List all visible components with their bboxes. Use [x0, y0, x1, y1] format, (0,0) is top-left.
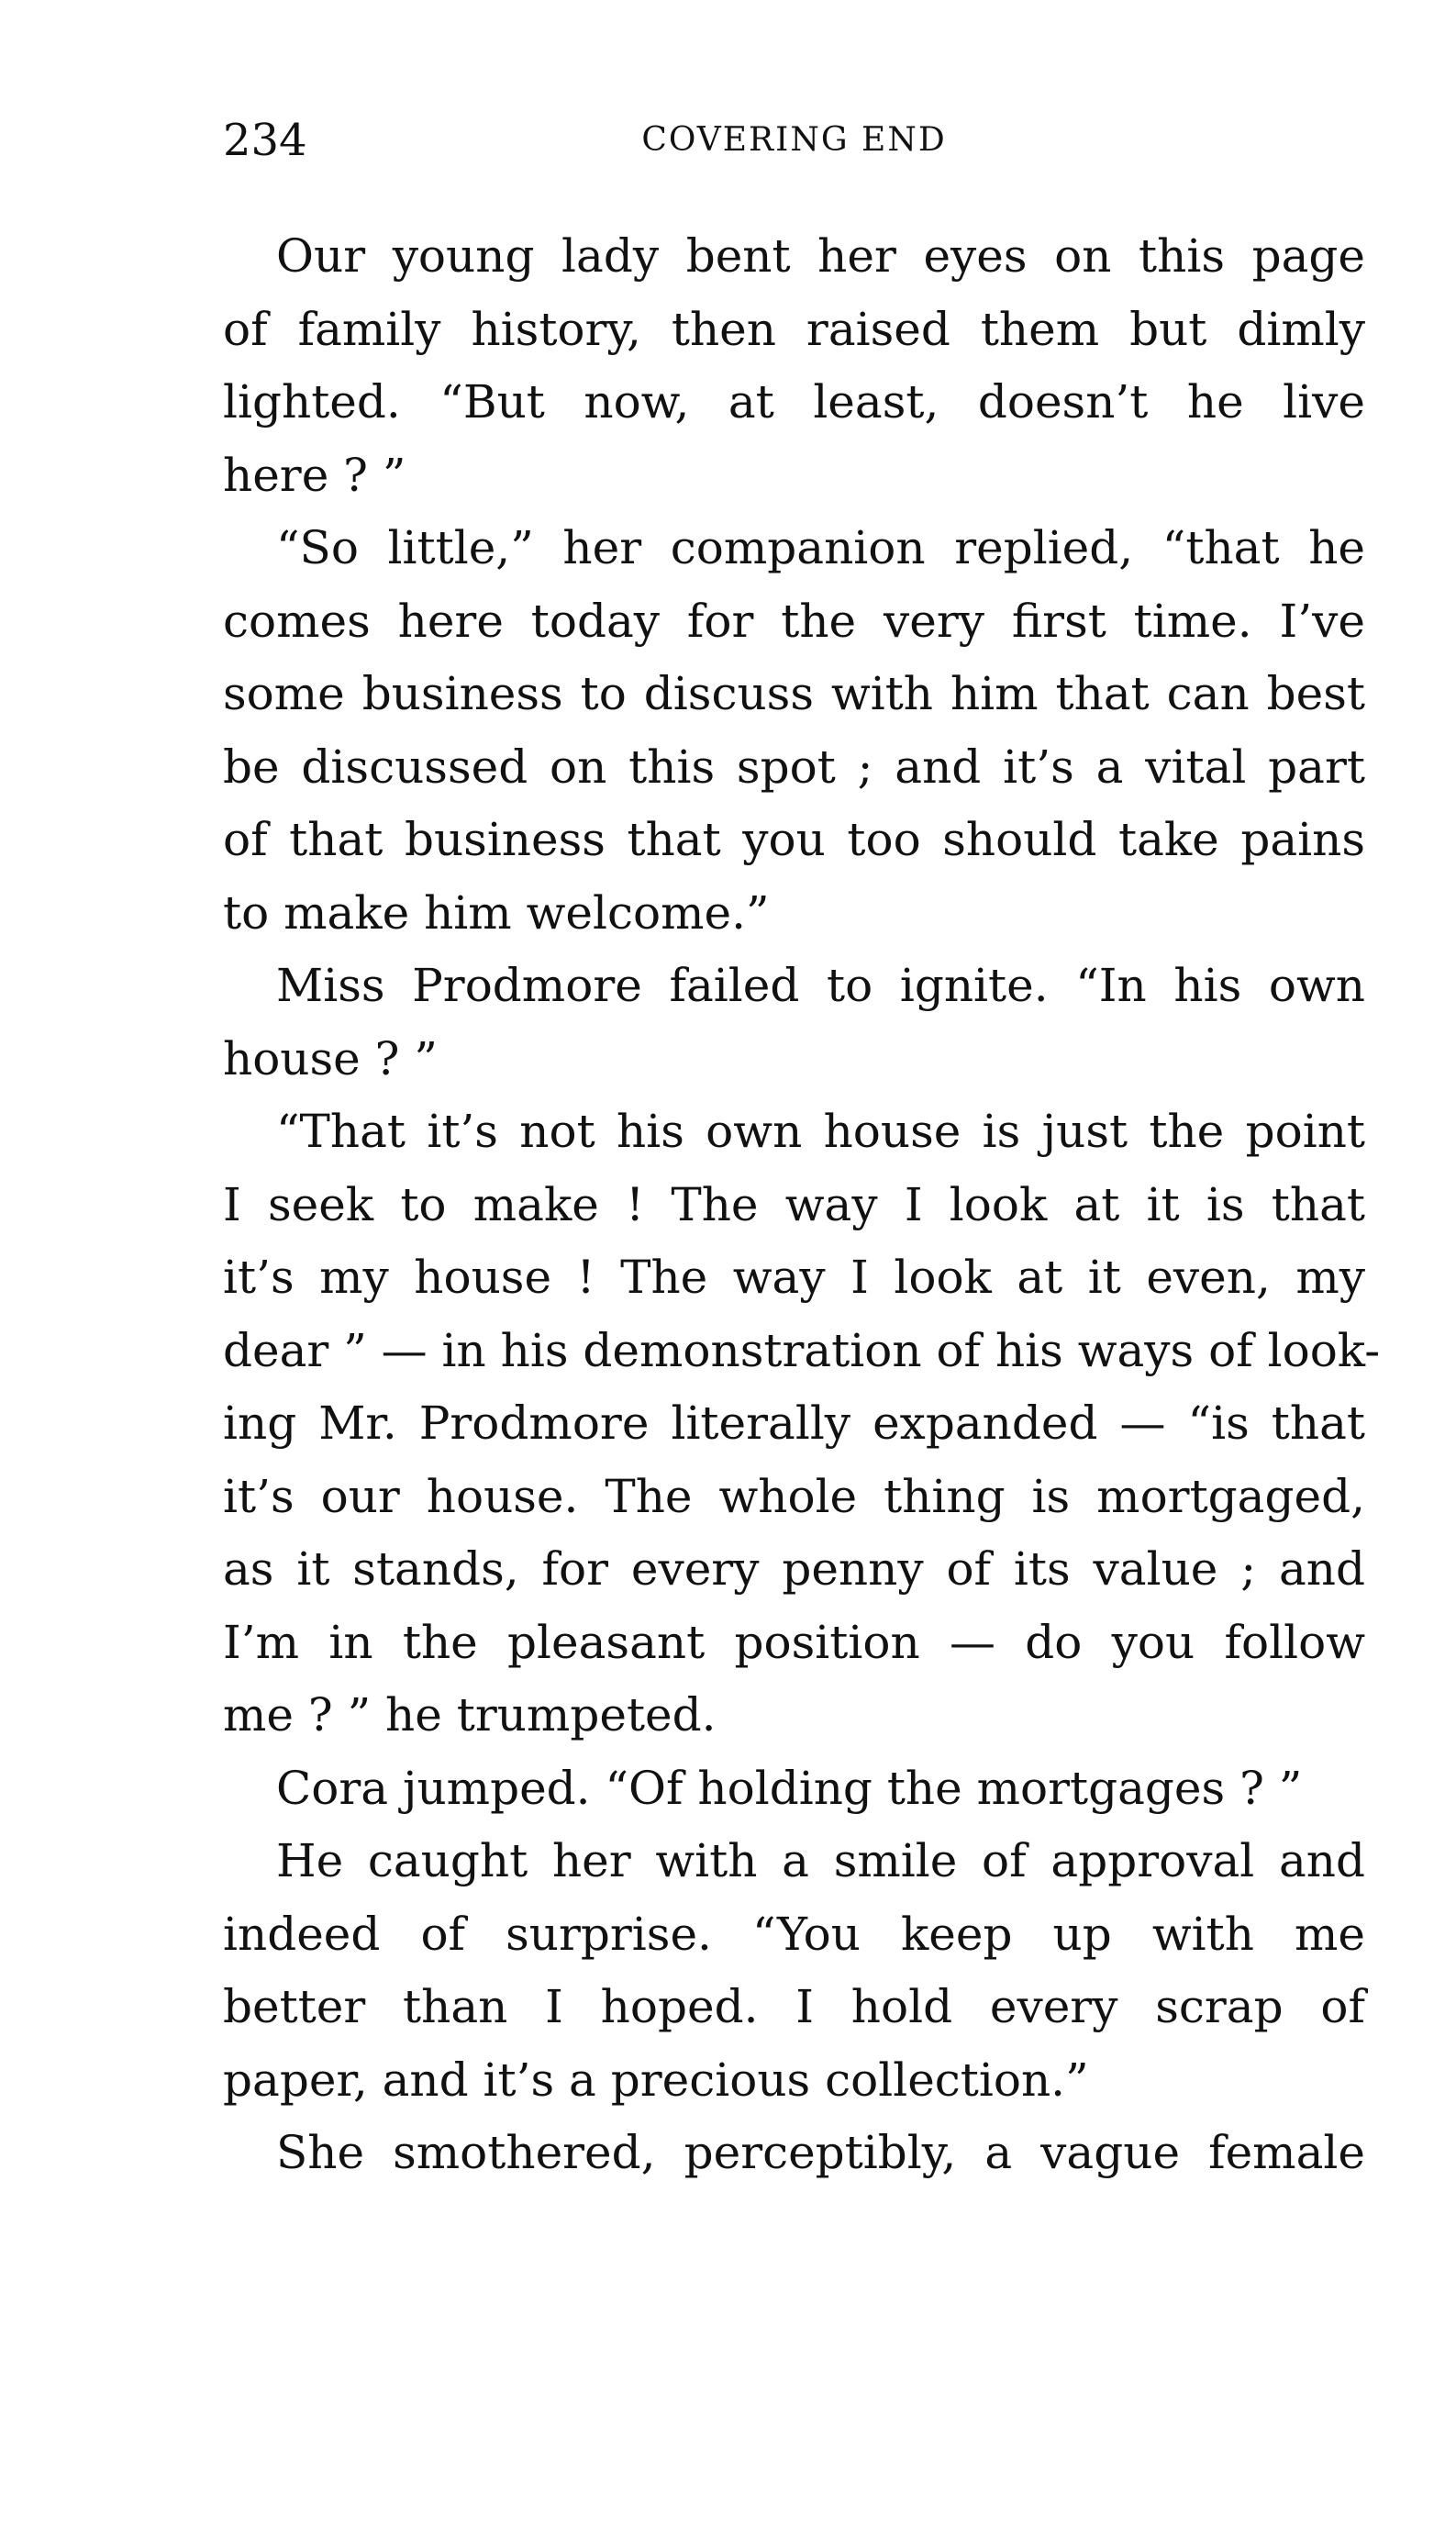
text-line: She smothered, perceptibly, a vague female [276, 2126, 1365, 2179]
text-line: dear ” — in his demonstration of his ways of look- [223, 1323, 1381, 1377]
text-line: Miss Prodmore failed to ignite. “In his own [276, 959, 1365, 1012]
text-line: here ? ” [223, 448, 406, 502]
page-number: 234 [223, 115, 307, 166]
text-line: as it stands, for every penny of its value ; and [223, 1542, 1365, 1596]
text-line: indeed of surprise. “You keep up with me [223, 1907, 1365, 1961]
text-line: to make him welcome.” [223, 885, 770, 940]
text-line: “So little,” her companion replied, “that he [276, 521, 1365, 574]
text-line: paper, and it’s a precious collection.” [223, 2053, 1089, 2107]
text-line: it’s our house. The whole thing is mortgaged, [223, 1469, 1365, 1523]
text-line: it’s my house ! The way I look at it even, my [223, 1251, 1365, 1304]
page-header [223, 108, 1365, 172]
text-line: some business to discuss with him that can best [223, 667, 1365, 720]
running-title: COVERING END [641, 121, 947, 159]
text-line: ing Mr. Prodmore literally expanded — “is that [223, 1397, 1365, 1450]
text-line: lighted. “But now, at least, doesn’t he live [223, 375, 1365, 428]
text-line: be discussed on this spot ; and it’s a vital part [223, 740, 1365, 794]
text-line: I seek to make ! The way I look at it is that [223, 1177, 1365, 1231]
body-text [223, 220, 1381, 2190]
text-line: of that business that you too should take pains [223, 813, 1365, 866]
text-line: Cora jumped. “Of holding the mortgages ? ” [276, 1761, 1303, 1815]
text-line: “That it’s not his own house is just the point [276, 1105, 1365, 1158]
text-line: I’m in the pleasant position — do you follow [223, 1615, 1365, 1669]
text-line: better than I hoped. I hold every scrap of [223, 1980, 1365, 2033]
text-line: me ? ” he trumpeted. [223, 1688, 717, 1741]
text-line: He caught her with a smile of approval and [276, 1834, 1365, 1887]
text-line: of family history, then raised them but dimly [223, 302, 1365, 356]
text-line: Our young lady bent her eyes on this page [276, 229, 1365, 283]
text-line: house ? ” [223, 1031, 438, 1085]
text-line: comes here today for the very first time. I’ve [223, 594, 1365, 648]
